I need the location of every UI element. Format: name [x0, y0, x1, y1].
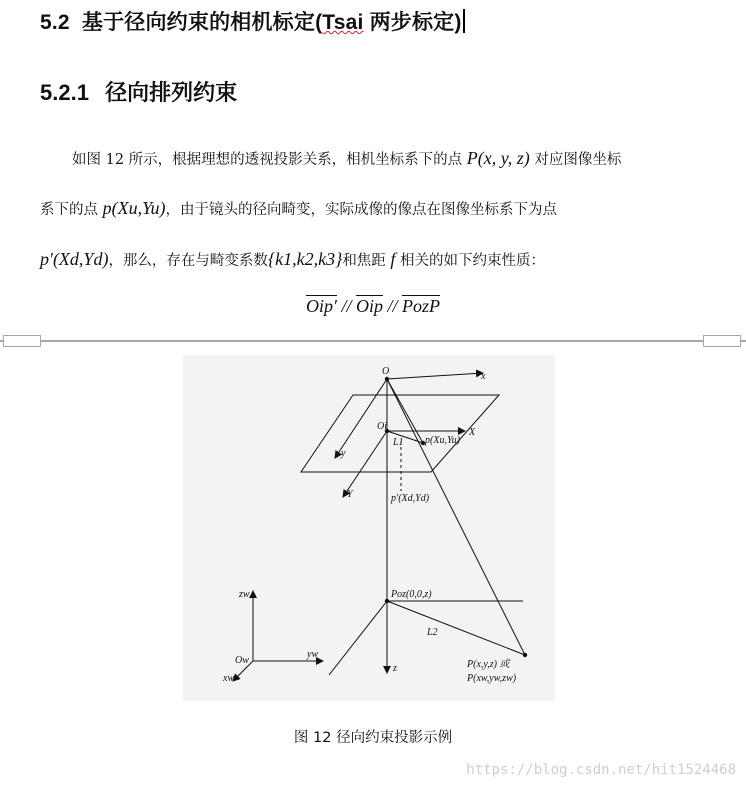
line2-head: 系下的点: [40, 202, 103, 218]
line3-f: f: [390, 249, 396, 269]
label-pu: p(Xu,Yu): [425, 435, 460, 446]
point-Poz: [385, 599, 389, 603]
section-title-tsai: Tsai: [322, 11, 364, 34]
label-zw: zw: [239, 589, 250, 600]
label-Oi: Oi: [377, 421, 387, 432]
label-L2: L2: [427, 627, 438, 638]
constraint-formula: [0, 296, 746, 317]
label-z: z: [393, 663, 397, 674]
line3-mid: ，那么，存在与畸变系数: [108, 253, 268, 269]
label-Y: Y: [347, 489, 353, 500]
line1-tail: 对应图像坐标: [529, 152, 622, 168]
label-x: x: [481, 371, 486, 382]
label-O: O: [382, 366, 390, 377]
projection-figure: [183, 355, 555, 701]
section-heading: [40, 6, 465, 36]
section-title-main: 基于径向约束的相机标定(: [81, 11, 323, 34]
line3-and: 和焦距: [342, 253, 386, 269]
label-P1: P(x,y,z) 或: [467, 659, 510, 670]
text-cursor: [463, 9, 465, 33]
formula-middle: $\overline{Oip}$: [355, 296, 383, 316]
line1-text: 如图 12 所示，根据理想的透视投影关系，相机坐标系下的点: [72, 152, 467, 168]
label-xw: xw: [223, 673, 235, 684]
point-P: [523, 653, 527, 657]
line3-tail: 相关的如下约束性质：: [400, 253, 546, 269]
figure-caption: 图 12 径向约束投影示例: [293, 730, 453, 746]
camera-y-axis: [335, 379, 387, 458]
line2-tail: ，由于镜头的径向畸变，实际成像的像点在图像坐标系下为点: [165, 202, 557, 218]
image-Y-axis: [343, 431, 387, 497]
label-Ow: Ow: [235, 655, 249, 666]
formula-right: PozP: [401, 296, 440, 316]
paragraph-line-2: [40, 198, 705, 219]
line1-math: P(x, y, z): [466, 148, 530, 168]
formula-sep-2: //: [382, 296, 402, 316]
page-separator: [0, 340, 746, 342]
projection-diagram: [183, 355, 555, 701]
paragraph-line-1: [72, 148, 737, 169]
label-pd: p′(Xd,Yd): [391, 493, 430, 504]
label-X: X: [469, 427, 476, 438]
label-Poz: Poz(0,0,z): [391, 589, 432, 600]
section-number: 5.2: [40, 11, 70, 34]
subsection-title: 径向排列约束: [105, 80, 238, 105]
subsection-heading: [40, 76, 237, 107]
point-O: [385, 377, 389, 381]
ray-to-P: [387, 379, 525, 655]
line-L2: [387, 601, 525, 655]
camera-x-axis: [387, 373, 483, 379]
line3-coeffs: {k1,k2,k3}: [267, 249, 343, 269]
ray-to-pu: [387, 379, 423, 443]
paragraph-line-3: [40, 249, 705, 270]
line3-math: p′(Xd,Yd): [40, 249, 109, 269]
label-P2: P(xw,yw,zw): [467, 673, 517, 684]
section-title-end: 两步标定): [363, 11, 462, 34]
label-y: y: [341, 448, 346, 459]
label-yw: yw: [307, 649, 319, 660]
line2-math: p(Xu,Yu): [102, 198, 166, 218]
poz-lower-left: [329, 601, 387, 675]
formula-sep-1: //: [336, 296, 356, 316]
formula-left: Oip′: [306, 296, 337, 316]
separator-left-handle[interactable]: [3, 335, 41, 347]
separator-right-handle[interactable]: [703, 335, 741, 347]
label-L1: L1: [393, 437, 404, 448]
subsection-number: 5.2.1: [40, 80, 89, 105]
watermark-url: https://blog.csdn.net/hit1524468: [466, 762, 736, 778]
